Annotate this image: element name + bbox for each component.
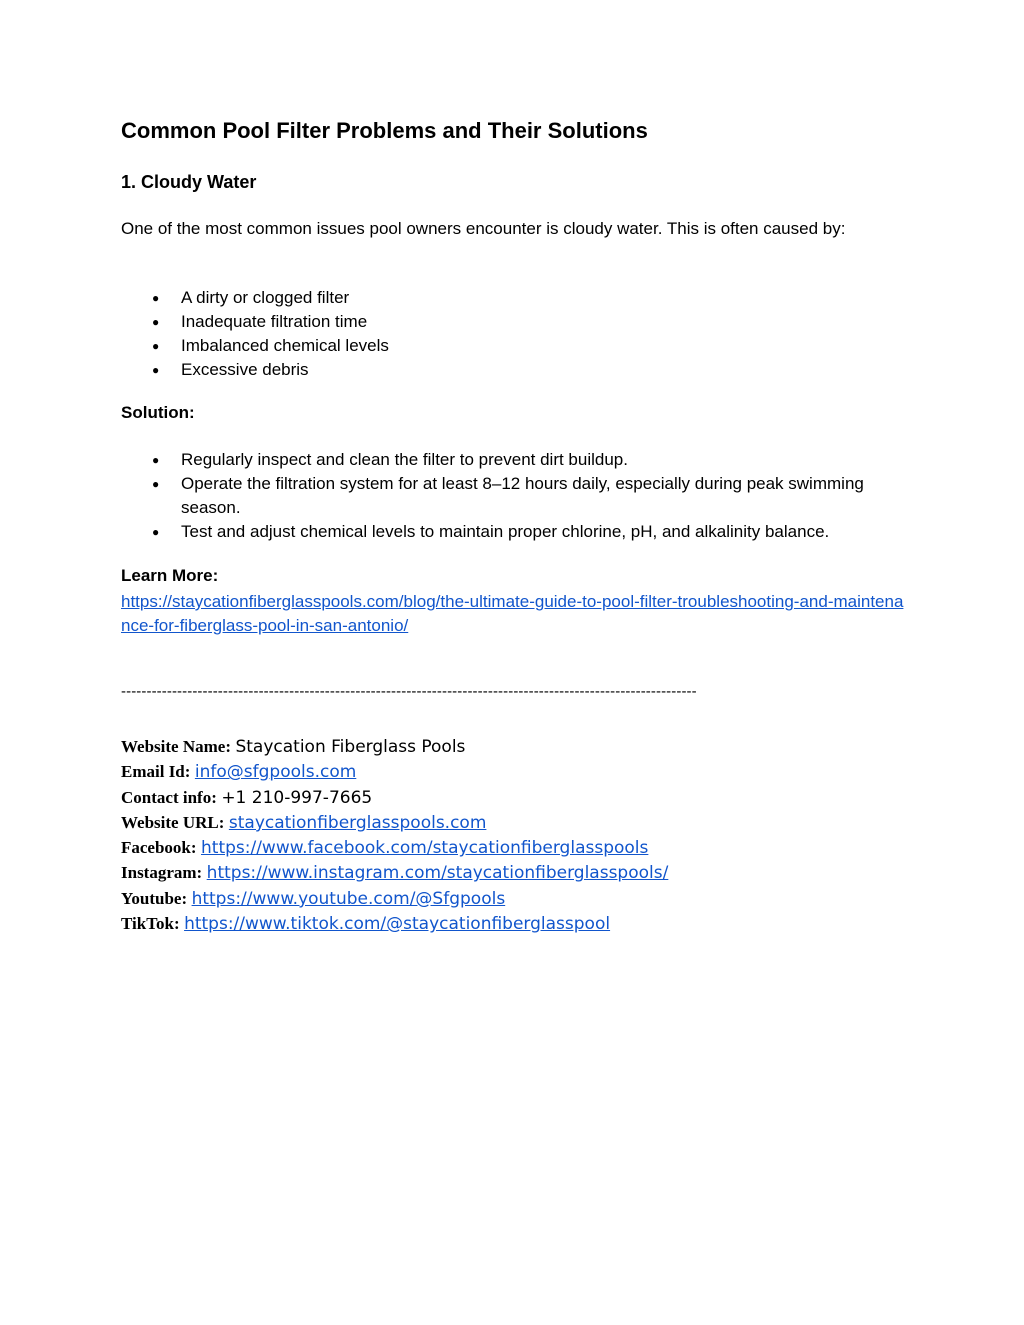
contact-row-website-url	[121, 810, 901, 835]
solutions-list	[121, 448, 901, 544]
facebook-link[interactable]: https://www.facebook.com/staycationfiberglasspools	[201, 838, 649, 859]
contact-row-youtube	[121, 886, 901, 911]
instagram-link[interactable]: https://www.instagram.com/staycationfiberglasspools/	[206, 863, 669, 884]
solution-label: Solution:	[121, 403, 195, 422]
youtube-label: Youtube:	[121, 888, 188, 908]
contact-row-facebook	[121, 835, 901, 860]
page-title: Common Pool Filter Problems and Their Solutions	[121, 118, 648, 143]
website-url-link[interactable]: staycationfiberglasspools.com	[228, 812, 487, 833]
list-item: ● A dirty or clogged filter	[121, 286, 881, 310]
intro-paragraph: One of the most common issues pool owners encounter is cloudy water. This is often caused by:	[121, 219, 846, 238]
list-item: ● Test and adjust chemical levels to maintain proper chlorine, pH, and alkalinity balance.	[121, 520, 901, 544]
contact-row-website-name	[121, 734, 901, 759]
list-item: ● Imbalanced chemical levels	[121, 334, 881, 358]
contact-block	[121, 734, 901, 936]
section-heading: 1. Cloudy Water	[121, 172, 257, 192]
contact-info-value: +1 210-997-7665	[221, 787, 373, 808]
causes-list	[121, 286, 881, 382]
website-name-value: Staycation Fiberglass Pools	[235, 737, 466, 757]
website-name-label: Website Name:	[121, 737, 232, 756]
list-item: ● Operate the filtration system for at least 8–12 hours daily, especially during peak swimming season.	[121, 472, 901, 520]
learn-more-label: Learn More:	[121, 566, 219, 585]
contact-row-email	[121, 759, 901, 784]
youtube-link[interactable]: https://www.youtube.com/@Sfgpools	[191, 888, 506, 909]
contact-row-tiktok	[121, 911, 901, 936]
list-item: ● Inadequate filtration time	[121, 310, 881, 334]
email-label: Email Id:	[121, 762, 191, 782]
email-link[interactable]: info@sfgpools.com	[194, 762, 357, 783]
facebook-label: Facebook:	[121, 838, 197, 858]
instagram-label: Instagram:	[121, 863, 203, 883]
list-item: ● Regularly inspect and clean the filter to prevent dirt buildup.	[121, 448, 901, 472]
website-url-label: Website URL:	[121, 812, 225, 832]
tiktok-label: TikTok:	[121, 914, 180, 934]
learn-more-link[interactable]: https://staycationfiberglasspools.com/blog/the-ultimate-guide-to-pool-filter-troubleshooting-and-maintenance-for-fiberglass-pool-in-san-antonio/	[121, 592, 904, 635]
tiktok-link[interactable]: https://www.tiktok.com/@staycationfiberglasspool	[184, 914, 611, 935]
contact-row-phone	[121, 785, 901, 810]
contact-row-instagram	[121, 860, 901, 885]
contact-info-label: Contact info:	[121, 787, 217, 807]
list-item: ● Excessive debris	[121, 358, 881, 382]
divider-line: -----------------------------------------------------------------------------------------------------------------	[121, 683, 697, 700]
